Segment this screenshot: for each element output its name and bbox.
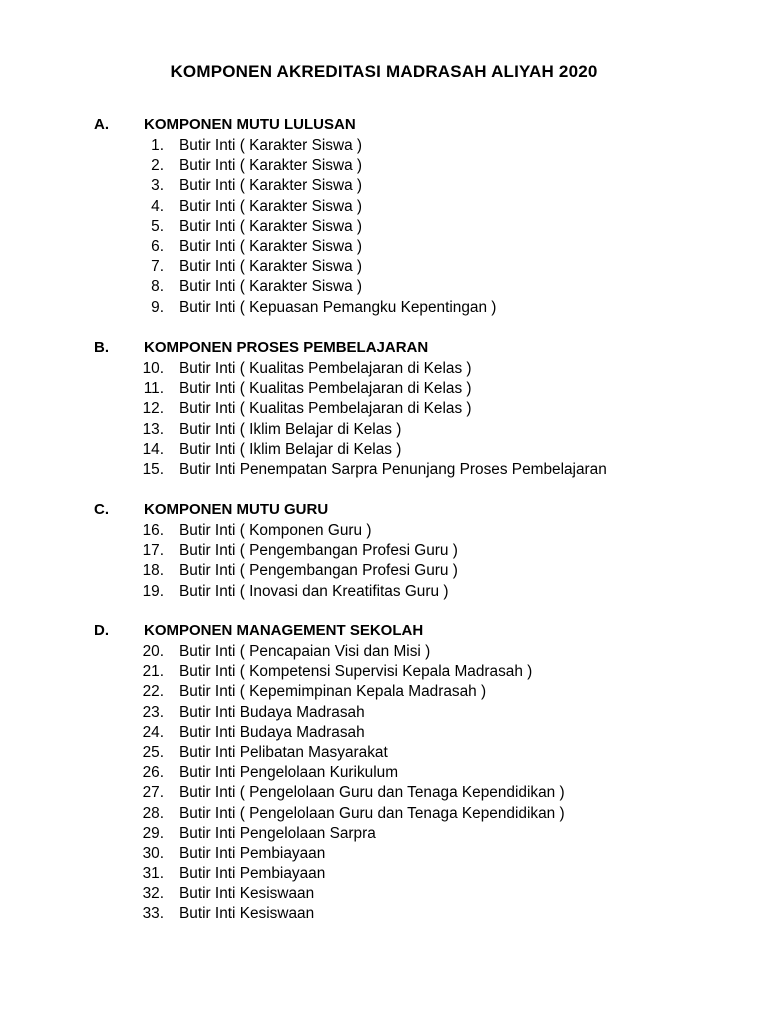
list-item xyxy=(0,237,768,257)
list-item xyxy=(0,844,768,864)
item-text: Butir Inti ( Kepuasan Pemangku Kepentingan ) xyxy=(179,298,497,316)
section-items xyxy=(0,359,768,480)
item-number: 11. xyxy=(143,380,164,398)
list-item xyxy=(0,420,768,440)
section-heading xyxy=(0,116,768,136)
list-item xyxy=(0,703,768,723)
list-item xyxy=(0,460,768,480)
item-text: Butir Inti ( Pengelolaan Guru dan Tenaga Kependidikan ) xyxy=(179,784,565,802)
list-item xyxy=(0,824,768,844)
list-item xyxy=(0,561,768,581)
item-number: 25. xyxy=(142,743,164,761)
item-number: 10. xyxy=(142,360,164,377)
list-item xyxy=(0,197,768,217)
list-item xyxy=(0,582,768,602)
section-b xyxy=(0,339,768,480)
list-item xyxy=(0,521,768,541)
item-number: 22. xyxy=(142,683,164,701)
item-text: Butir Inti ( Karakter Siswa ) xyxy=(179,278,363,296)
item-number: 6. xyxy=(151,237,164,255)
list-item xyxy=(0,257,768,277)
section-items xyxy=(0,642,768,925)
list-item xyxy=(0,743,768,763)
list-item xyxy=(0,682,768,702)
item-number: 15. xyxy=(142,460,164,478)
section-letter: B. xyxy=(94,339,109,356)
item-text: Butir Inti ( Karakter Siswa ) xyxy=(179,237,363,255)
item-number: 27. xyxy=(142,784,164,802)
section-title: KOMPONEN PROSES PEMBELAJARAN xyxy=(144,339,429,356)
item-text: Butir Inti Pengelolaan Kurikulum xyxy=(179,764,399,782)
section-a xyxy=(0,116,768,318)
section-heading xyxy=(0,501,768,521)
item-text: Butir Inti ( Kompetensi Supervisi Kepala Madrasah ) xyxy=(179,663,533,681)
list-item xyxy=(0,136,768,156)
item-number: 5. xyxy=(151,217,164,235)
item-number: 33. xyxy=(142,905,164,923)
list-item xyxy=(0,217,768,237)
item-number: 30. xyxy=(142,844,164,862)
item-text: Butir Inti ( Kepemimpinan Kepala Madrasah ) xyxy=(179,683,487,701)
item-text: Butir Inti ( Pengembangan Profesi Guru ) xyxy=(179,542,458,560)
item-number: 3. xyxy=(151,177,164,195)
section-heading xyxy=(0,339,768,359)
item-number: 32. xyxy=(142,885,164,903)
section-title: KOMPONEN MUTU GURU xyxy=(144,501,329,518)
section-d xyxy=(0,622,768,925)
list-item xyxy=(0,884,768,904)
list-item xyxy=(0,541,768,561)
item-number: 24. xyxy=(142,723,164,741)
item-number: 2. xyxy=(151,157,164,175)
item-text: Butir Inti ( Komponen Guru ) xyxy=(179,522,372,539)
item-number: 28. xyxy=(142,804,164,822)
item-text: Butir Inti ( Pengelolaan Guru dan Tenaga Kependidikan ) xyxy=(179,804,565,822)
list-item xyxy=(0,723,768,743)
item-text: Butir Inti ( Karakter Siswa ) xyxy=(179,258,363,276)
item-text: Butir Inti ( Karakter Siswa ) xyxy=(179,157,363,175)
item-text: Butir Inti ( Karakter Siswa ) xyxy=(179,217,363,235)
item-text: Butir Inti ( Kualitas Pembelajaran di Kelas ) xyxy=(179,380,472,398)
item-text: Butir Inti ( Kualitas Pembelajaran di Kelas ) xyxy=(179,400,472,418)
list-item xyxy=(0,642,768,662)
item-text: Butir Inti Pengelolaan Sarpra xyxy=(179,824,376,842)
item-number: 9. xyxy=(151,298,164,316)
item-text: Butir Inti ( Pencapaian Visi dan Misi ) xyxy=(179,643,431,660)
item-number: 17. xyxy=(142,542,164,560)
item-text: Butir Inti Kesiswaan xyxy=(179,885,315,903)
item-text: Butir Inti Budaya Madrasah xyxy=(179,723,365,741)
item-number: 18. xyxy=(142,562,164,580)
list-item xyxy=(0,359,768,379)
list-item xyxy=(0,156,768,176)
item-text: Butir Inti ( Kualitas Pembelajaran di Kelas ) xyxy=(179,360,472,377)
section-items xyxy=(0,136,768,318)
item-number: 14. xyxy=(142,440,164,458)
item-text: Butir Inti ( Iklim Belajar di Kelas ) xyxy=(179,440,402,458)
item-text: Butir Inti ( Karakter Siswa ) xyxy=(179,137,363,154)
item-text: Butir Inti Kesiswaan xyxy=(179,905,315,923)
item-text: Butir Inti ( Pengembangan Profesi Guru ) xyxy=(179,562,458,580)
item-number: 20. xyxy=(142,643,164,660)
document-title: KOMPONEN AKREDITASI MADRASAH ALIYAH 2020 xyxy=(170,62,598,81)
list-item xyxy=(0,440,768,460)
section-title: KOMPONEN MANAGEMENT SEKOLAH xyxy=(144,622,424,639)
section-letter: A. xyxy=(94,116,109,133)
item-text: Butir Inti Penempatan Sarpra Penunjang Proses Pembelajaran xyxy=(179,460,607,478)
item-number: 19. xyxy=(142,582,164,600)
item-number: 23. xyxy=(142,703,164,721)
list-item xyxy=(0,662,768,682)
list-item xyxy=(0,763,768,783)
section-title: KOMPONEN MUTU LULUSAN xyxy=(144,116,356,133)
section-heading xyxy=(0,622,768,642)
item-text: Butir Inti Pembiayaan xyxy=(179,865,326,883)
list-item xyxy=(0,277,768,297)
item-number: 7. xyxy=(151,258,164,276)
item-number: 12. xyxy=(142,400,164,418)
list-item xyxy=(0,379,768,399)
item-number: 13. xyxy=(142,420,164,438)
section-c xyxy=(0,501,768,602)
item-text: Butir Inti ( Karakter Siswa ) xyxy=(179,197,363,215)
item-number: 8. xyxy=(151,278,164,296)
list-item xyxy=(0,904,768,924)
list-item xyxy=(0,176,768,196)
item-text: Butir Inti Pembiayaan xyxy=(179,844,326,862)
list-item xyxy=(0,864,768,884)
item-number: 16. xyxy=(142,522,164,539)
list-item xyxy=(0,298,768,318)
item-number: 29. xyxy=(142,824,164,842)
item-number: 1. xyxy=(151,137,164,154)
item-text: Butir Inti ( Iklim Belajar di Kelas ) xyxy=(179,420,402,438)
item-number: 31. xyxy=(142,865,164,883)
section-items xyxy=(0,521,768,602)
item-number: 26. xyxy=(142,764,164,782)
item-text: Butir Inti Budaya Madrasah xyxy=(179,703,365,721)
item-number: 4. xyxy=(151,197,164,215)
list-item xyxy=(0,804,768,824)
item-text: Butir Inti ( Inovasi dan Kreatifitas Guru ) xyxy=(179,582,449,600)
list-item xyxy=(0,783,768,803)
list-item xyxy=(0,399,768,419)
section-letter: C. xyxy=(94,501,109,518)
section-letter: D. xyxy=(94,622,109,639)
item-number: 21. xyxy=(142,663,164,681)
item-text: Butir Inti ( Karakter Siswa ) xyxy=(179,177,363,195)
item-text: Butir Inti Pelibatan Masyarakat xyxy=(179,743,388,761)
